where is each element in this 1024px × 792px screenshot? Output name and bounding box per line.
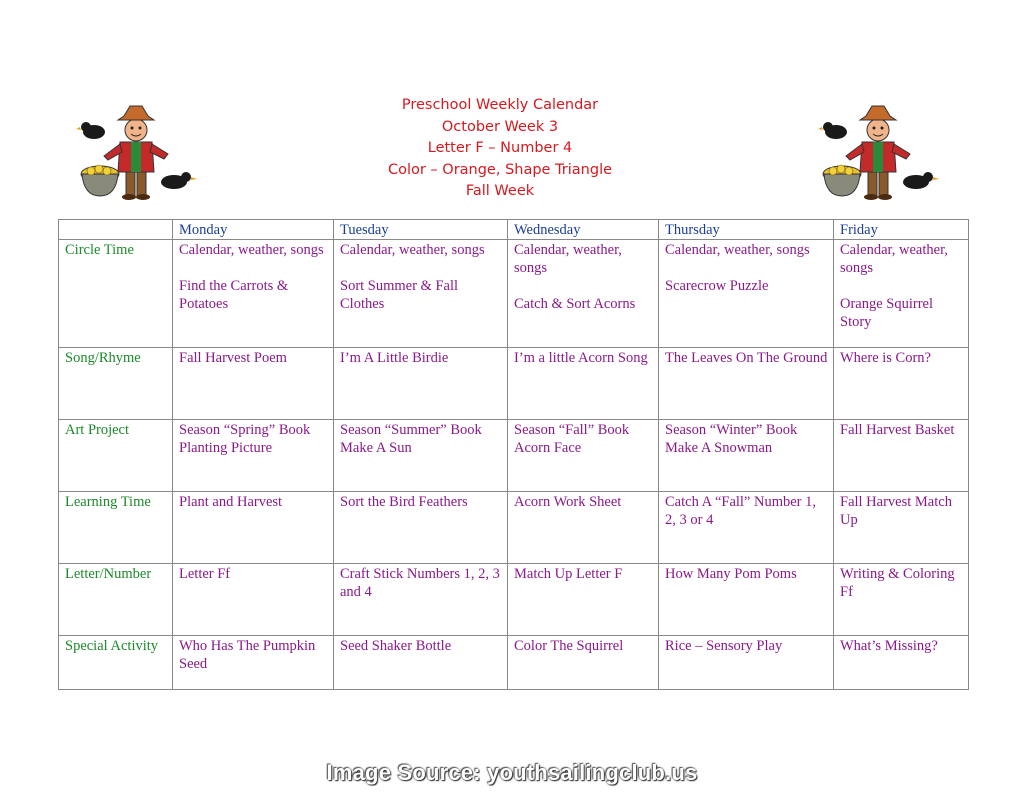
cell-text: Acorn Work Sheet: [514, 494, 622, 510]
cell-text: Plant and Harvest: [179, 494, 283, 510]
title-line-1: Preschool Weekly Calendar: [401, 97, 599, 113]
cell-circle-time-wednesday: [508, 240, 659, 348]
table-row-special-activity: [59, 636, 969, 690]
cell-letter-number-tuesday: [334, 564, 508, 636]
cell-text: Calendar, weather, songs: [179, 242, 324, 258]
cell-spacer: [179, 259, 328, 277]
table-row-art-project: [59, 420, 969, 492]
row-label-circle-time: Circle Time: [59, 240, 173, 348]
cell-spacer: [665, 259, 828, 277]
cell-learning-time-friday: [834, 492, 969, 564]
cell-learning-time-wednesday: [508, 492, 659, 564]
cell-text: Season “Spring” Book: [179, 422, 311, 438]
cell-text: Craft Stick Numbers 1, 2, 3 and 4: [340, 566, 500, 600]
cell-text: Make A Sun: [340, 440, 412, 456]
cell-learning-time-thursday: [659, 492, 834, 564]
cell-text: Fall Harvest Basket: [840, 422, 955, 438]
cell-special-activity-thursday: [659, 636, 834, 690]
cell-text: Calendar, weather, songs: [514, 242, 622, 276]
cell-circle-time-tuesday: [334, 240, 508, 348]
cell-text: Seed Shaker Bottle: [340, 638, 452, 654]
calendar-title: [300, 95, 700, 203]
table-body: [59, 240, 969, 690]
cell-text: Planting Picture: [179, 440, 273, 456]
cell-letter-number-wednesday: [508, 564, 659, 636]
cell-text: Calendar, weather, songs: [665, 242, 810, 258]
cell-text: Season “Winter” Book: [665, 422, 798, 438]
cell-text: How Many Pom Poms: [665, 566, 797, 582]
table-row-song-rhyme: [59, 348, 969, 420]
cell-special-activity-friday: [834, 636, 969, 690]
cell-text: I’m A Little Birdie: [340, 350, 449, 366]
cell-text: Fall Harvest Match Up: [840, 494, 952, 528]
table-row-circle-time: [59, 240, 969, 348]
cell-text: Calendar, weather, songs: [840, 242, 948, 276]
cell-song-rhyme-wednesday: [508, 348, 659, 420]
cell-text: Color The Squirrel: [514, 638, 624, 654]
cell-art-project-wednesday: [508, 420, 659, 492]
cell-text: Scarecrow Puzzle: [665, 278, 769, 294]
cell-special-activity-monday: [173, 636, 334, 690]
cell-text: Make A Snowman: [665, 440, 773, 456]
cell-song-rhyme-friday: [834, 348, 969, 420]
cell-song-rhyme-thursday: [659, 348, 834, 420]
scarecrow-with-crows-icon: [76, 102, 198, 202]
cell-text: Season “Summer” Book: [340, 422, 482, 438]
cell-letter-number-thursday: [659, 564, 834, 636]
title-line-4: Color – Orange, Shape Triangle: [387, 161, 613, 178]
cell-spacer: [340, 259, 502, 277]
row-label-song-rhyme: Song/Rhyme: [59, 348, 173, 420]
cell-text: Calendar, weather, songs: [340, 242, 485, 258]
cell-text: Letter Ff: [179, 566, 231, 582]
table-row-learning-time: [59, 492, 969, 564]
cell-text: Where is Corn?: [840, 350, 931, 366]
cell-text: Acorn Face: [514, 440, 582, 456]
cell-spacer: [514, 277, 653, 295]
scarecrow-with-crows-icon: [818, 102, 940, 202]
title-line-2: October Week 3: [441, 118, 559, 135]
cell-letter-number-monday: [173, 564, 334, 636]
cell-song-rhyme-tuesday: [334, 348, 508, 420]
cell-text: Match Up Letter F: [514, 566, 623, 582]
cell-art-project-monday: [173, 420, 334, 492]
row-label-letter-number: Letter/Number: [59, 564, 173, 636]
row-label-art-project: Art Project: [59, 420, 173, 492]
cell-learning-time-tuesday: [334, 492, 508, 564]
cell-special-activity-wednesday: [508, 636, 659, 690]
cell-letter-number-friday: [834, 564, 969, 636]
day-header-monday: Monday: [173, 220, 334, 240]
cell-circle-time-thursday: [659, 240, 834, 348]
weekly-plan-table: [58, 219, 969, 690]
cell-text: Find the Carrots & Potatoes: [179, 278, 289, 312]
table-row-letter-number: [59, 564, 969, 636]
day-header-wednesday: Wednesday: [508, 220, 659, 240]
cell-text: Rice – Sensory Play: [665, 638, 783, 654]
cell-text: Catch A “Fall” Number 1, 2, 3 or 4: [665, 494, 817, 528]
cell-text: Season “Fall” Book: [514, 422, 630, 438]
corner-header: [59, 220, 173, 240]
cell-special-activity-tuesday: [334, 636, 508, 690]
cell-circle-time-monday: [173, 240, 334, 348]
title-line-5: Fall Week: [465, 183, 535, 199]
cell-text: Sort the Bird Feathers: [340, 494, 468, 510]
cell-text: What’s Missing?: [840, 638, 938, 654]
cell-text: Orange Squirrel Story: [840, 296, 934, 330]
cell-art-project-tuesday: [334, 420, 508, 492]
day-header-thursday: Thursday: [659, 220, 834, 240]
cell-spacer: [840, 277, 963, 295]
row-label-learning-time: Learning Time: [59, 492, 173, 564]
cell-text: Catch & Sort Acorns: [514, 296, 636, 312]
title-line-3: Letter F – Number 4: [427, 140, 573, 156]
cell-text: Fall Harvest Poem: [179, 350, 287, 366]
table-header-row: [59, 220, 969, 240]
cell-circle-time-friday: [834, 240, 969, 348]
cell-art-project-friday: [834, 420, 969, 492]
cell-text: I’m a little Acorn Song: [514, 350, 648, 366]
cell-learning-time-monday: [173, 492, 334, 564]
image-source-caption: Image Source: youthsailingclub.us: [326, 760, 698, 785]
cell-art-project-thursday: [659, 420, 834, 492]
cell-text: Writing & Coloring Ff: [840, 566, 955, 600]
cell-text: The Leaves On The Ground: [665, 350, 828, 366]
cell-song-rhyme-monday: [173, 348, 334, 420]
row-label-special-activity: Special Activity: [59, 636, 173, 690]
cell-text: Who Has The Pumpkin Seed: [179, 638, 316, 672]
day-header-friday: Friday: [834, 220, 969, 240]
day-header-tuesday: Tuesday: [334, 220, 508, 240]
cell-text: Sort Summer & Fall Clothes: [340, 278, 459, 312]
